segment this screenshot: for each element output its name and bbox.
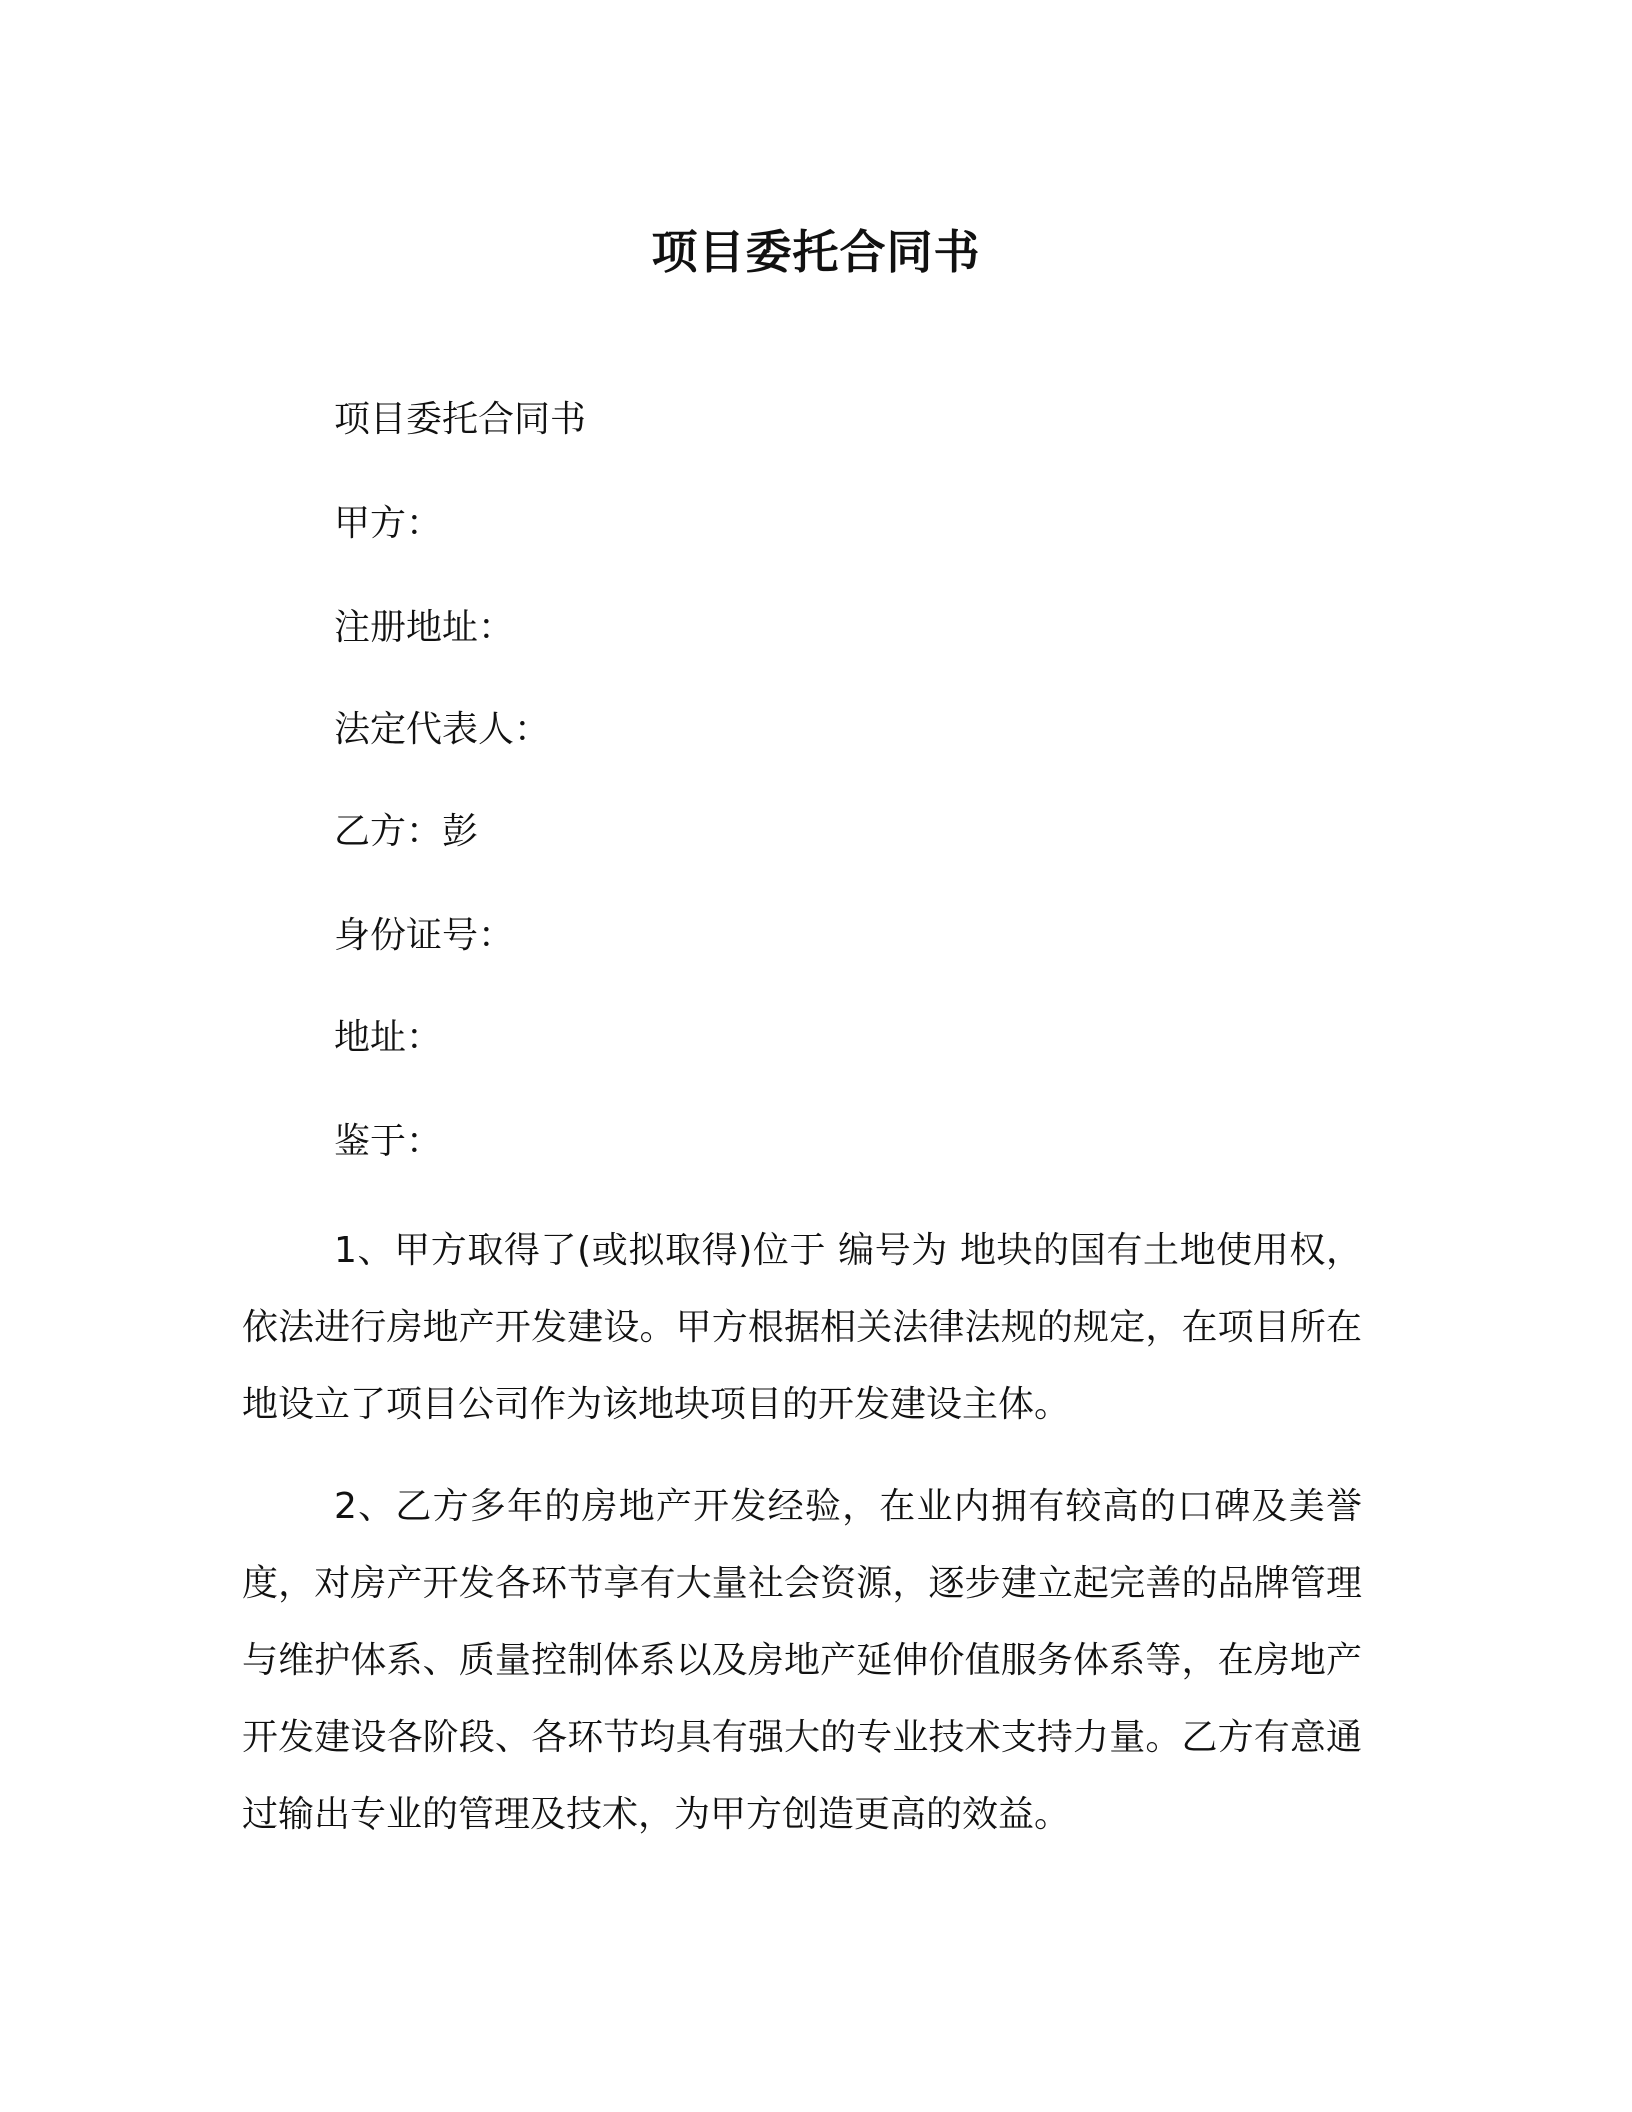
document-title: 项目委托合同书 [651,225,981,279]
registered-address-line: 注册地址： [334,607,515,648]
whereas-paragraph-1: 1、甲方取得了(或拟取得)位于 编号为 地块的国有土地使用权，依法进行房地产开发建设。甲方根据相关法律法规的规定，在项目所在地设立了项目公司作为该地块项目的开发建设主体。 [242,1230,1362,1425]
contract-name-line: 项目委托合同书 [334,399,587,440]
legal-representative-line: 法定代表人： [334,709,551,750]
party-b-line: 乙方：彭 [334,811,479,852]
address-line: 地址： [334,1017,443,1058]
party-a-line: 甲方： [334,503,443,544]
id-number-line: 身份证号： [334,915,515,956]
whereas-paragraph-2: 2、乙方多年的房地产开发经验，在业内拥有较高的口碑及美誉度，对房产开发各环节享有大量社会资源，逐步建立起完善的品牌管理与维护体系、质量控制体系以及房地产延伸价值服务体系等，在房地产开发建设各阶段、各环节均具有强大的专业技术支持力量。乙方有意通过输出专业的管理及技术，为甲方创造更高的效益。 [242,1486,1362,1835]
whereas-line: 鉴于： [334,1121,443,1162]
